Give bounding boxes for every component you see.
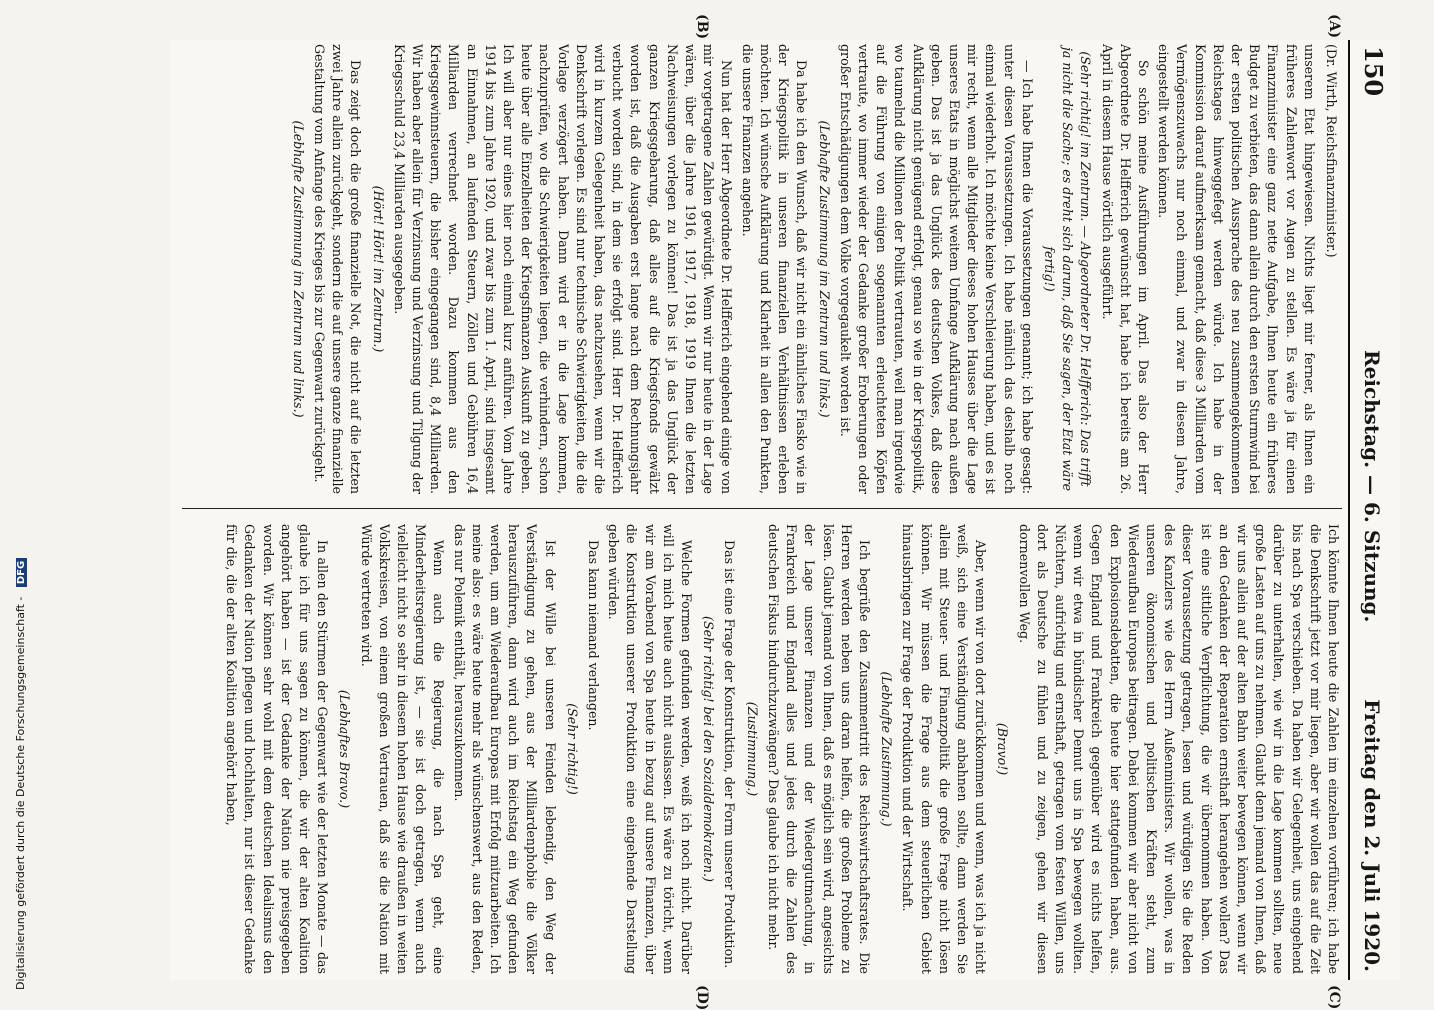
interjection: (Sehr richtig! im Zentrum. — Abgeordneter Dr. Helfferich: Das trifft ja nicht die Sache; es dreht sich darum, daß Sie sagen, der Etat wäre fertig!) (1041, 46, 1094, 492)
paragraph: Welche Formen gefunden werden, weiß ich noch nicht. Darüber will ich mich heute auch nicht auslassen. Es wäre zu töricht, wenn wir am Vorabend von Spa heute in bezug auf unsere Finanzen, über die Konstruktion unserer Produktion eine eingehende Darstellung geben würden. (606, 524, 695, 974)
paragraph: In allen den Stürmen der Gegenwart wie der letzten Monate — das glaube ich für uns sagen zu können, die wir der alten Koalition angehört haben — ist der Gedanke der Nation nie preisgegeben worden. Wir können sehr wohl mit dem deutschen Idealismus den Gedanken der Nation pflegen und hochhalten, nur ist dieser Gedanke für die, die der alten Koalition angehört haben, (224, 524, 331, 974)
interjection: (Lebhafte Zustimmung im Zentrum und links.) (816, 120, 832, 418)
paragraph: Wenn auch die Regierung, die nach Spa geht, eine Minderheitsregierung ist, — sie ist doch getragen, wenn auch vielleicht nicht so sehr in diesem hohen Hause wie draußen in weiten Volkskreisen, von einem großen Vertrauen, daß sie die Nation mit Würde vertreten wird. (358, 524, 447, 974)
paragraph: Nun hat der Herr Abgeordnete Dr. Helfferich eingehend einige von mir vorgetragene Zahlen gewürdigt. Wenn wir nur heute in der Lage wären, über die Jahre 1916, 1917, 1918, 1919 Ihnen die letzten Nachweisungen vorlegen zu können! Das ist ja das Unglück der ganzen Kriegsgebarung, daß alles auf die Kriegsfonds gewälzt worden ist, daß die Ausgaben erst lange nach dem Rechnungsjahr verbucht worden sind, in dem sie erfolgt sind. Herr Dr. Helfferich wird in kurzem Gelegenheit haben, das nachzusehen, wenn wir die Denkschrift vorlegen. Es sind nur technische Schwierigkeiten, die die Vorlage verzögert haben. Dann wird er in die Lage kommen, nachzuprüfen, wo die Schwierigkeiten liegen, die verhindern, schon heute über alle Einzelheiten der Kriegsfinanzen Auskunft zu geben. Ich will aber nur eines hier noch einmal kurz anführen. Vom Jahre 1914 bis zum Jahre 1920, und zwar bis zum 1. April, sind insgesamt an Einnahmen, an laufenden Steuern, Zöllen und Gebühren 16,4 Milliarden verrechnet worden. Dazu kommen aus den Kriegsgewinnsteuern, die bisher eingegangen sind, 8,4 Milliarden. Wir haben aber allein für Verzinsung und Verzinsung und Tilgung der Kriegsschuld 23,4 Milliarden ausgegeben. (391, 44, 735, 494)
interjection: (Sehr richtig!) (564, 703, 580, 795)
dfg-logo: DFG (16, 558, 27, 587)
paragraph: Da habe ich den Wunsch, daß wir nicht ein ähnliches Fiasko wie in der Kriegspolitik in unseren finanziellen Verhältnissen erleben möchten. Ich wünsche Aufklärung und Klarheit in allen den Punkten, die unsere Finanzen angehen. (739, 44, 810, 494)
interjection: (Bravo!) (995, 722, 1011, 776)
paragraph: — Ich habe Ihnen die Voraussetzungen genannt; ich habe gesagt: unter diesen Voraussetzungen. Ich habe nämlich das deshalb noch einmal wiederholt. Ich möchte keine Verschleierung haben, und es ist mir recht, wenn alle Mitglieder dieses hohen Hauses über die Lage unseres Etats in möglichst weitem Umfange Aufklärung nach außen geben. Das ist ja das Unglück des deutschen Volkes, daß diese Aufklärung nicht genügend erfolgt, genau so wie in der Kriegspolitik, wo taumelnd die Millionen der Politik vertrauten, weil man irgendwie auf die Führung von einigen sogenannten erleuchteten Köpfen vertraute, wo immer wieder der Gedanke großer Eroberungen oder großer Entschädigungen dem Volke vorgegaukelt worden ist. (837, 44, 1035, 494)
margin-marker-d: (D) (694, 985, 710, 1010)
interjection: (Hört! Hört! im Zentrum.) (370, 185, 386, 353)
interjection: (Sehr richtig! bei den Sozialdemokraten.) (701, 616, 717, 882)
interjection: (Lebhafte Zustimmung.) (879, 671, 895, 827)
paragraph: Das zeigt doch die große finanzielle Not, die nicht auf die letzten zwei Jahre allein zurückgeht, sondern die auf unsere ganze finanzielle Gestaltung vom Anfange des Krieges bis zur Gegenwart zurückgeht. (312, 44, 364, 494)
margin-marker-a: (A) (1326, 14, 1342, 39)
paragraph: Das ist eine Frage der Konstruktion, der Form unserer Produktion. (722, 540, 738, 969)
paragraph: Ist der Wille bei unseren Feinden lebendig, den Weg der Verständigung zu gehen, aus der Milliardenphobie die Völker herauszuführen, dann wird auch im Reichstag ein Weg gefunden werden, um am Wiederaufbau Europas mit Erfolg mitzuarbeiten. Ich meine also: es wäre heute mehr als wünschenswert, aus den Reden, das nur Polemik enthält, herauszukommen. (451, 524, 558, 974)
paragraph: unserem Etat hingewiesen. Nichts liegt mir ferner, als Ihnen ein früheres Zahlenwort vor Augen zu stellen. Es wäre ja für einen Finanzminister eine ganz nette Aufgabe, Ihnen heute ein früheres Budget zu verbieten, das dann allein durch den ersten Sturmwind bei der ersten politischen Aussprache des neu zusammengekommenen Reichstages hinweggefegt werden würde. Ich habe in der Kommission darauf aufmerksam gemacht, daß diese 3 Milliarden vom Vermögenszuwachs nur noch einmal, und zwar in diesem Jahre, eingestellt werden können. (1156, 44, 1317, 494)
margin-marker-c: (C) (1326, 985, 1342, 1010)
left-column (182, 44, 1342, 494)
session-title: Reichstag. — 6. Sitzung. (1360, 350, 1384, 623)
right-column (182, 524, 1342, 974)
interjection: (Zustimmung.) (744, 701, 760, 797)
footer-text: Digitalisierung gefördert durch die Deutsche Forschungsgemeinschaft - (14, 596, 27, 990)
paragraph: Das kann niemand verlangen. (586, 540, 602, 731)
paragraph: Aber, wenn wir von dort zurückkommen und wenn, was ich ja nicht weiß, sich eine Verständigung anbahnen sollte, dann werden Sie allein mit Steuer- und Finanzpolitik die große Frage nicht lösen können. Wir müssen die Frage aus dem steuerlichen Gebiet hinausbringen zur Frage der Produktion und der Wirtschaft. (900, 524, 989, 974)
margin-marker-b: (B) (694, 14, 710, 40)
column-divider (182, 508, 1342, 509)
scanned-page (170, 14, 1400, 1010)
session-date: Freitag den 2. Juli 1920. (1360, 699, 1384, 972)
interjection: (Lebhafte Zustimmung im Zentrum und links.) (290, 120, 306, 418)
page-header (1348, 40, 1400, 980)
speaker-line: (Dr. Wirth, Reichsfinanzminister.) (1324, 44, 1339, 258)
interjection: (Lebhaftes Bravo.) (337, 689, 353, 809)
paragraph: So schön meine Ausführungen im April. Das also der Herr Abgeordnete Dr. Helfferich gewünscht hat, habe ich bereits am 26. April in diesem Hause wörtlich ausgeführt. (1099, 44, 1151, 494)
digitization-footer (14, 558, 27, 990)
page-number: 150 (1359, 46, 1388, 97)
paragraph: Ich begrüße den Zusammentritt des Reichswirtschaftsrates. Die Herren werden neben uns daran helfen, die großen Probleme zu lösen. Glaubt jemand von Ihnen, daß es möglich sein wird, angesichts der Lage unserer Finanzen und der Wiedergutmachung, in Frankreich und England alles und jedes durch die Zahlen des deutschen Fiskus hindurchzuzwängen? Das glaube ich nicht mehr. (765, 524, 872, 974)
paragraph: Ich könnte Ihnen heute die Zahlen im einzelnen vorführen; ich habe die Denkschrift jetzt vor mir liegen, aber wir wollen das auf die Zeit bis nach Spa verschieben. Da haben wir Gelegenheit, uns eingehend darüber zu unterhalten, wie wir in die Lage kommen sollten, neue große Lasten auf uns zu nehmen. Glaubt denn jemand von Ihnen, daß wir uns allein auf der alten Bahn weiter bewegen können, wenn wir an den Gedanken der Reparation ernsthaft herangehen wollen? Das ist eine sittliche Verpflichtung, die wir übernommen haben. Von dieser Voraussetzung getragen, lesen und würdigen Sie die Reden des Kanzlers wie des Herrn Außenministers. Wir wollen, was in unseren ökonomischen und politischen Kräften steht, zum Wiederaufbau Europas beitragen. Dabei kommen wir aber nicht von den Explosionsdebatten, die heute hier stattgefunden haben, aus. Gegen England und Frankreich gegenüber wird es nichts helfen, wenn wir etwa in bündischer Demut uns in Spa bewegen wollten. Nüchtern, aufrichtig und ernsthaft, getragen vom festen Willen, uns dort als Deutsche zu fühlen und zu zeigen, gehen wir diesen dornenvollen Weg. (1016, 524, 1341, 974)
